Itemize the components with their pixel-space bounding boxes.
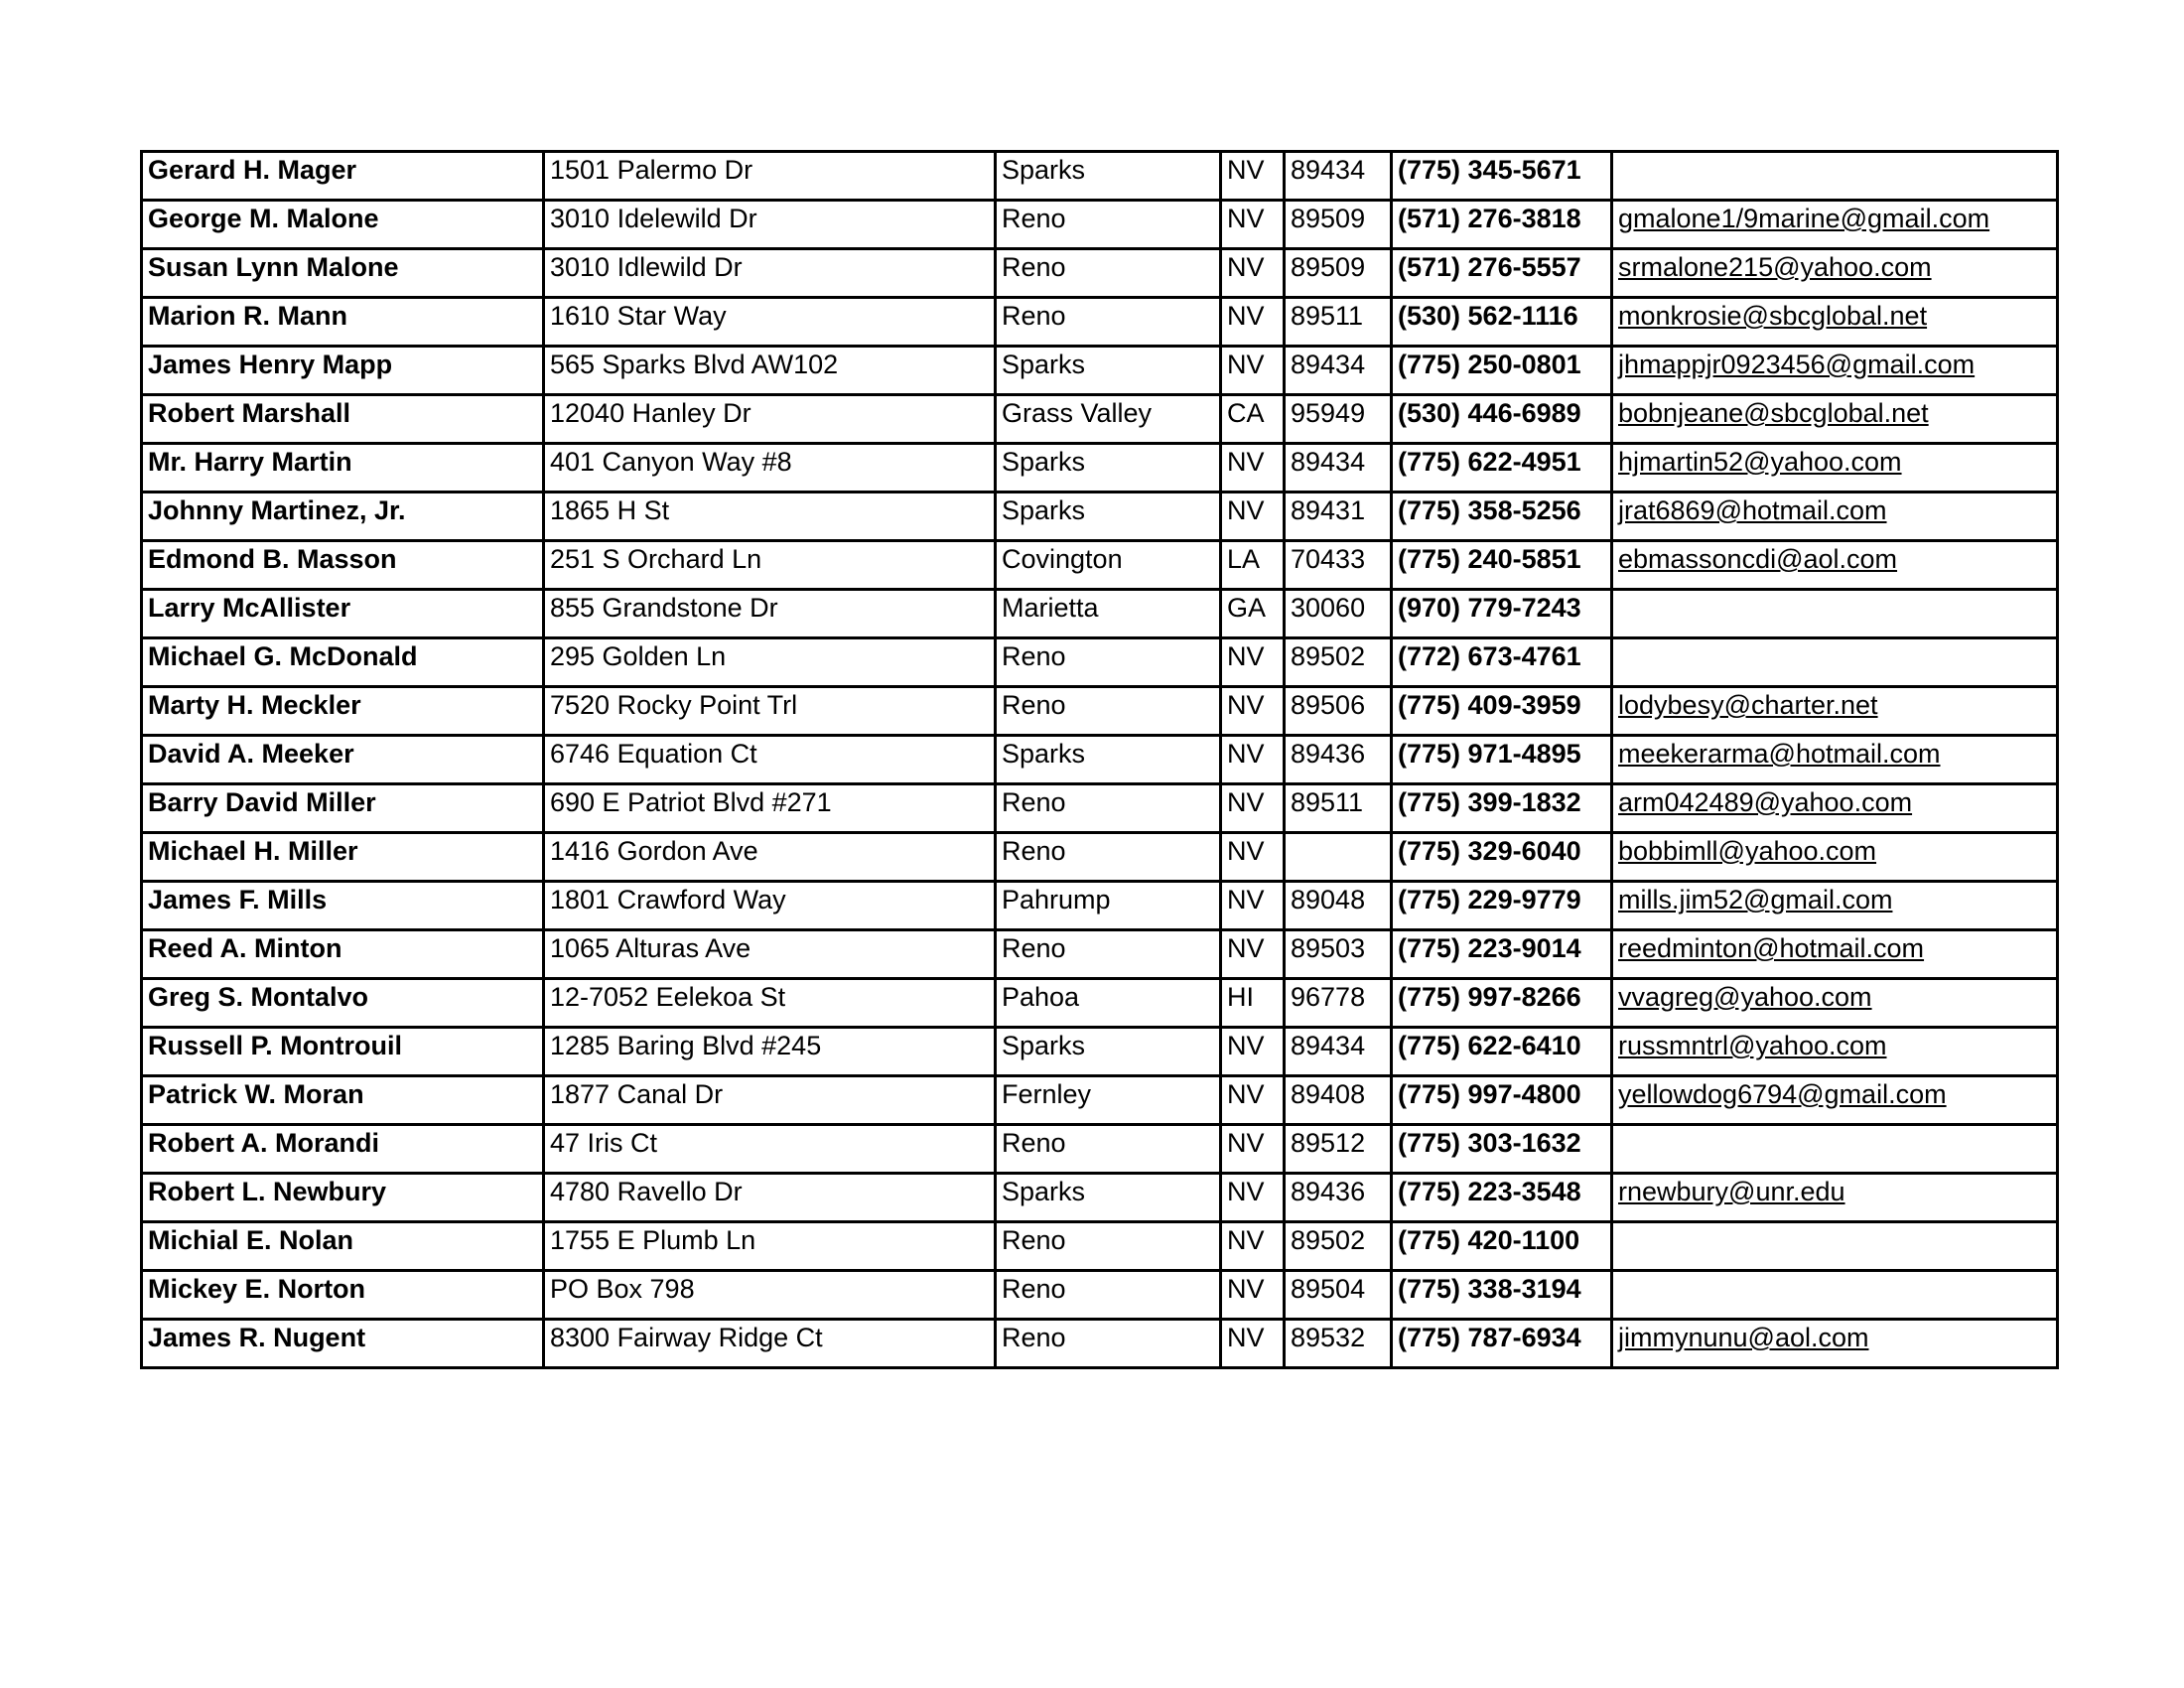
member-email-cell <box>1612 1174 2058 1222</box>
member-address: 1877 Canal Dr <box>544 1076 996 1125</box>
member-email-cell <box>1612 347 2058 395</box>
member-state: NV <box>1221 1076 1285 1125</box>
member-name: Robert Marshall <box>142 395 544 444</box>
member-zip: 89436 <box>1285 1174 1392 1222</box>
member-phone: (775) 358-5256 <box>1392 492 1612 541</box>
member-address: 1416 Gordon Ave <box>544 833 996 882</box>
member-phone: (775) 338-3194 <box>1392 1271 1612 1320</box>
member-name: Greg S. Montalvo <box>142 979 544 1028</box>
member-email-cell <box>1612 930 2058 979</box>
member-state: NV <box>1221 444 1285 492</box>
member-address: 1865 H St <box>544 492 996 541</box>
member-phone: (772) 673-4761 <box>1392 638 1612 687</box>
member-email-link[interactable]: arm042489@yahoo.com <box>1618 787 1913 817</box>
member-state: NV <box>1221 784 1285 833</box>
table-row <box>142 395 2058 444</box>
member-state: NV <box>1221 201 1285 249</box>
table-row <box>142 930 2058 979</box>
member-city: Reno <box>996 833 1221 882</box>
member-city: Sparks <box>996 444 1221 492</box>
member-email-cell <box>1612 1320 2058 1368</box>
member-email-link[interactable]: monkrosie@sbcglobal.net <box>1618 301 1928 331</box>
table-row <box>142 1271 2058 1320</box>
member-name: Reed A. Minton <box>142 930 544 979</box>
member-email-cell <box>1612 784 2058 833</box>
member-zip: 89502 <box>1285 638 1392 687</box>
table-row <box>142 201 2058 249</box>
member-email-link[interactable]: meekerarma@hotmail.com <box>1618 739 1941 769</box>
member-phone: (775) 997-4800 <box>1392 1076 1612 1125</box>
member-city: Reno <box>996 930 1221 979</box>
member-email-link[interactable]: mills.jim52@gmail.com <box>1618 885 1893 914</box>
member-city: Reno <box>996 201 1221 249</box>
member-name: Michael H. Miller <box>142 833 544 882</box>
member-name: Gerard H. Mager <box>142 152 544 201</box>
member-state: GA <box>1221 590 1285 638</box>
member-address: PO Box 798 <box>544 1271 996 1320</box>
table-row <box>142 492 2058 541</box>
member-phone: (775) 997-8266 <box>1392 979 1612 1028</box>
member-phone: (775) 399-1832 <box>1392 784 1612 833</box>
member-state: NV <box>1221 736 1285 784</box>
member-address: 1610 Star Way <box>544 298 996 347</box>
table-row <box>142 1125 2058 1174</box>
member-zip: 89436 <box>1285 736 1392 784</box>
table-row <box>142 152 2058 201</box>
member-email-cell <box>1612 1125 2058 1174</box>
member-zip: 89509 <box>1285 201 1392 249</box>
member-phone: (775) 971-4895 <box>1392 736 1612 784</box>
table-row <box>142 590 2058 638</box>
member-zip: 89503 <box>1285 930 1392 979</box>
member-address: 1501 Palermo Dr <box>544 152 996 201</box>
member-email-cell <box>1612 1271 2058 1320</box>
member-zip: 89434 <box>1285 1028 1392 1076</box>
member-email-cell <box>1612 201 2058 249</box>
directory-body <box>142 152 2058 1368</box>
member-zip: 70433 <box>1285 541 1392 590</box>
member-name: Robert L. Newbury <box>142 1174 544 1222</box>
member-phone: (530) 446-6989 <box>1392 395 1612 444</box>
table-row <box>142 249 2058 298</box>
member-email-cell <box>1612 1076 2058 1125</box>
table-row <box>142 833 2058 882</box>
member-address: 47 Iris Ct <box>544 1125 996 1174</box>
member-address: 1065 Alturas Ave <box>544 930 996 979</box>
member-email-cell <box>1612 882 2058 930</box>
member-state: NV <box>1221 833 1285 882</box>
member-zip: 89434 <box>1285 347 1392 395</box>
member-zip: 89408 <box>1285 1076 1392 1125</box>
member-address: 855 Grandstone Dr <box>544 590 996 638</box>
member-city: Reno <box>996 638 1221 687</box>
member-state: NV <box>1221 1271 1285 1320</box>
member-email-link[interactable]: srmalone215@yahoo.com <box>1618 252 1932 282</box>
member-phone: (775) 622-4951 <box>1392 444 1612 492</box>
member-phone: (775) 303-1632 <box>1392 1125 1612 1174</box>
member-email-link[interactable]: jhmappjr0923456@gmail.com <box>1618 350 1976 379</box>
member-name: James F. Mills <box>142 882 544 930</box>
table-row <box>142 638 2058 687</box>
table-row <box>142 541 2058 590</box>
member-city: Pahoa <box>996 979 1221 1028</box>
member-email-cell <box>1612 590 2058 638</box>
member-phone: (775) 329-6040 <box>1392 833 1612 882</box>
member-state: HI <box>1221 979 1285 1028</box>
table-row <box>142 1076 2058 1125</box>
member-city: Reno <box>996 298 1221 347</box>
member-phone: (775) 223-9014 <box>1392 930 1612 979</box>
member-zip: 89434 <box>1285 152 1392 201</box>
member-address: 3010 Idlewild Dr <box>544 249 996 298</box>
member-zip: 89511 <box>1285 784 1392 833</box>
member-city: Sparks <box>996 347 1221 395</box>
member-email-link[interactable]: bobbimll@yahoo.com <box>1618 836 1877 866</box>
member-phone: (775) 223-3548 <box>1392 1174 1612 1222</box>
table-row <box>142 347 2058 395</box>
member-zip: 89532 <box>1285 1320 1392 1368</box>
member-zip: 89431 <box>1285 492 1392 541</box>
member-phone: (571) 276-3818 <box>1392 201 1612 249</box>
member-email-link[interactable]: jimmynunu@aol.com <box>1618 1323 1869 1352</box>
member-name: James R. Nugent <box>142 1320 544 1368</box>
member-zip: 89434 <box>1285 444 1392 492</box>
member-name: Edmond B. Masson <box>142 541 544 590</box>
member-name: Patrick W. Moran <box>142 1076 544 1125</box>
table-row <box>142 687 2058 736</box>
member-address: 4780 Ravello Dr <box>544 1174 996 1222</box>
member-address: 1285 Baring Blvd #245 <box>544 1028 996 1076</box>
member-name: David A. Meeker <box>142 736 544 784</box>
member-address: 6746 Equation Ct <box>544 736 996 784</box>
member-phone: (970) 779-7243 <box>1392 590 1612 638</box>
member-zip: 89502 <box>1285 1222 1392 1271</box>
member-email-cell <box>1612 152 2058 201</box>
member-zip: 89512 <box>1285 1125 1392 1174</box>
member-email-link[interactable]: russmntrl@yahoo.com <box>1618 1031 1887 1060</box>
member-state: LA <box>1221 541 1285 590</box>
member-city: Sparks <box>996 736 1221 784</box>
member-city: Pahrump <box>996 882 1221 930</box>
member-city: Covington <box>996 541 1221 590</box>
member-city: Sparks <box>996 152 1221 201</box>
member-email-cell <box>1612 687 2058 736</box>
member-state: NV <box>1221 1174 1285 1222</box>
member-zip: 89504 <box>1285 1271 1392 1320</box>
table-row <box>142 1174 2058 1222</box>
member-address: 12-7052 Eelekoa St <box>544 979 996 1028</box>
member-phone: (775) 787-6934 <box>1392 1320 1612 1368</box>
member-email-link[interactable]: rnewbury@unr.edu <box>1618 1177 1845 1206</box>
member-email-cell <box>1612 979 2058 1028</box>
member-email-cell <box>1612 833 2058 882</box>
member-phone: (775) 240-5851 <box>1392 541 1612 590</box>
table-row <box>142 882 2058 930</box>
member-state: NV <box>1221 152 1285 201</box>
member-state: NV <box>1221 492 1285 541</box>
member-name: Johnny Martinez, Jr. <box>142 492 544 541</box>
member-email-cell <box>1612 492 2058 541</box>
member-email-link[interactable]: bobnjeane@sbcglobal.net <box>1618 398 1929 428</box>
member-address: 1801 Crawford Way <box>544 882 996 930</box>
member-city: Reno <box>996 784 1221 833</box>
member-name: Robert A. Morandi <box>142 1125 544 1174</box>
member-name: James Henry Mapp <box>142 347 544 395</box>
member-state: NV <box>1221 1320 1285 1368</box>
member-address: 295 Golden Ln <box>544 638 996 687</box>
member-phone: (775) 622-6410 <box>1392 1028 1612 1076</box>
member-email-link[interactable]: yellowdog6794@gmail.com <box>1618 1079 1947 1109</box>
member-city: Sparks <box>996 1028 1221 1076</box>
member-email-cell <box>1612 638 2058 687</box>
member-name: George M. Malone <box>142 201 544 249</box>
table-row <box>142 1222 2058 1271</box>
member-name: Marty H. Meckler <box>142 687 544 736</box>
member-email-cell <box>1612 249 2058 298</box>
member-city: Reno <box>996 1320 1221 1368</box>
member-phone: (775) 229-9779 <box>1392 882 1612 930</box>
member-state: NV <box>1221 638 1285 687</box>
member-zip: 89511 <box>1285 298 1392 347</box>
member-name: Russell P. Montrouil <box>142 1028 544 1076</box>
member-city: Reno <box>996 1271 1221 1320</box>
member-email-cell <box>1612 1028 2058 1076</box>
member-name: Michael G. McDonald <box>142 638 544 687</box>
member-state: NV <box>1221 930 1285 979</box>
member-email-cell <box>1612 395 2058 444</box>
table-row <box>142 736 2058 784</box>
member-state: NV <box>1221 298 1285 347</box>
member-zip: 96778 <box>1285 979 1392 1028</box>
member-city: Fernley <box>996 1076 1221 1125</box>
member-city: Grass Valley <box>996 395 1221 444</box>
member-name: Susan Lynn Malone <box>142 249 544 298</box>
member-zip <box>1285 833 1392 882</box>
member-state: CA <box>1221 395 1285 444</box>
member-state: NV <box>1221 882 1285 930</box>
member-zip: 95949 <box>1285 395 1392 444</box>
member-state: NV <box>1221 249 1285 298</box>
member-email-cell <box>1612 736 2058 784</box>
member-city: Reno <box>996 1222 1221 1271</box>
member-email-link[interactable]: vvagreg@yahoo.com <box>1618 982 1872 1012</box>
member-directory-table <box>140 150 2059 1369</box>
member-email-cell <box>1612 541 2058 590</box>
member-address: 251 S Orchard Ln <box>544 541 996 590</box>
table-row <box>142 784 2058 833</box>
member-email-cell <box>1612 1222 2058 1271</box>
member-name: Mickey E. Norton <box>142 1271 544 1320</box>
member-phone: (775) 420-1100 <box>1392 1222 1612 1271</box>
member-zip: 89509 <box>1285 249 1392 298</box>
member-city: Reno <box>996 687 1221 736</box>
member-address: 690 E Patriot Blvd #271 <box>544 784 996 833</box>
member-email-link[interactable]: reedminton@hotmail.com <box>1618 933 1925 963</box>
member-address: 565 Sparks Blvd AW102 <box>544 347 996 395</box>
member-address: 3010 Idelewild Dr <box>544 201 996 249</box>
member-zip: 89048 <box>1285 882 1392 930</box>
member-city: Sparks <box>996 1174 1221 1222</box>
member-email-link[interactable]: gmalone1/9marine@gmail.com <box>1618 204 1990 233</box>
member-city: Reno <box>996 1125 1221 1174</box>
table-row <box>142 444 2058 492</box>
member-email-cell <box>1612 298 2058 347</box>
table-row <box>142 1320 2058 1368</box>
member-name: Barry David Miller <box>142 784 544 833</box>
member-address: 401 Canyon Way #8 <box>544 444 996 492</box>
member-address: 1755 E Plumb Ln <box>544 1222 996 1271</box>
member-state: NV <box>1221 1028 1285 1076</box>
member-state: NV <box>1221 1125 1285 1174</box>
member-email-link[interactable]: jrat6869@hotmail.com <box>1618 495 1887 525</box>
member-zip: 89506 <box>1285 687 1392 736</box>
member-zip: 30060 <box>1285 590 1392 638</box>
member-state: NV <box>1221 347 1285 395</box>
member-phone: (530) 562-1116 <box>1392 298 1612 347</box>
member-email-link[interactable]: lodybesy@charter.net <box>1618 690 1878 720</box>
member-phone: (571) 276-5557 <box>1392 249 1612 298</box>
member-phone: (775) 409-3959 <box>1392 687 1612 736</box>
member-name: Michial E. Nolan <box>142 1222 544 1271</box>
member-state: NV <box>1221 687 1285 736</box>
table-row <box>142 1028 2058 1076</box>
member-address: 7520 Rocky Point Trl <box>544 687 996 736</box>
member-email-link[interactable]: hjmartin52@yahoo.com <box>1618 447 1902 477</box>
member-phone: (775) 345-5671 <box>1392 152 1612 201</box>
member-address: 8300 Fairway Ridge Ct <box>544 1320 996 1368</box>
member-state: NV <box>1221 1222 1285 1271</box>
table-row <box>142 979 2058 1028</box>
member-city: Reno <box>996 249 1221 298</box>
member-address: 12040 Hanley Dr <box>544 395 996 444</box>
member-name: Larry McAllister <box>142 590 544 638</box>
member-email-link[interactable]: ebmassoncdi@aol.com <box>1618 544 1898 574</box>
member-city: Marietta <box>996 590 1221 638</box>
table-row <box>142 298 2058 347</box>
member-city: Sparks <box>996 492 1221 541</box>
member-email-cell <box>1612 444 2058 492</box>
member-name: Mr. Harry Martin <box>142 444 544 492</box>
member-name: Marion R. Mann <box>142 298 544 347</box>
member-phone: (775) 250-0801 <box>1392 347 1612 395</box>
